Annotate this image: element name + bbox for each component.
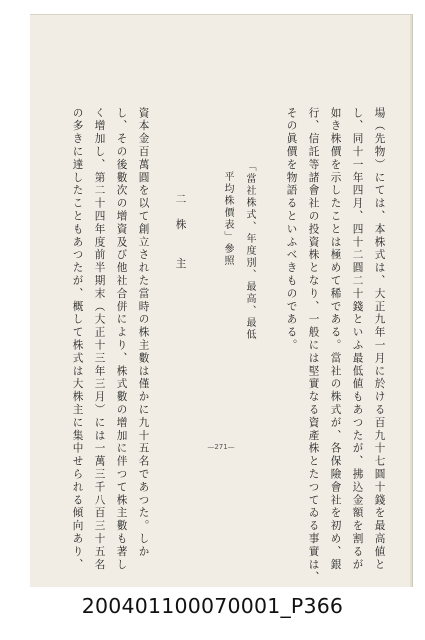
text-column: 資本金百萬圓を以て創立された當時の株主數は僅かに九十五名であつた。しか — [137, 107, 150, 559]
reference-note: 「當社株式、年度別、最高、最低 — [244, 161, 255, 341]
document-page — [30, 14, 413, 587]
text-column: し、同十一年四月、四十二圓二十錢といふ最低値もあつたが、拂込金額を割るが — [351, 107, 364, 572]
text-column: 如き株價を示したことは極めて稀である。當社の株式が、各保險會社を初め、銀 — [329, 107, 342, 572]
text-column: 場（先物）にては、本株式は、大正九年一月に於ける百九十七圓十錢を最高値と — [373, 107, 386, 572]
text-column: し、その後數次の增資及び他社合併により、株式數の增加に伴つて株主數も著し — [115, 107, 128, 572]
text-column: く增加し、第二十四年度前半期末（大正十三年三月）には一萬三千八百三十五名 — [93, 107, 106, 572]
text-column: 行、信託等諸會社の投資株となり、一般には堅實なる資產株とたつてゐる事實は、 — [307, 107, 320, 585]
page-number: —271— — [207, 443, 235, 451]
text-column: その眞價を物語るといふべきものである。 — [285, 107, 298, 353]
image-caption: 200401100070001_P366 — [81, 594, 344, 618]
reference-note: 平均株價表」參照 — [222, 171, 233, 267]
section-heading: 二 株 主 — [174, 193, 187, 271]
text-column: の多きに達したこともあつたが、概して株式は大株主に集中せられる傾向あり、 — [71, 107, 84, 572]
